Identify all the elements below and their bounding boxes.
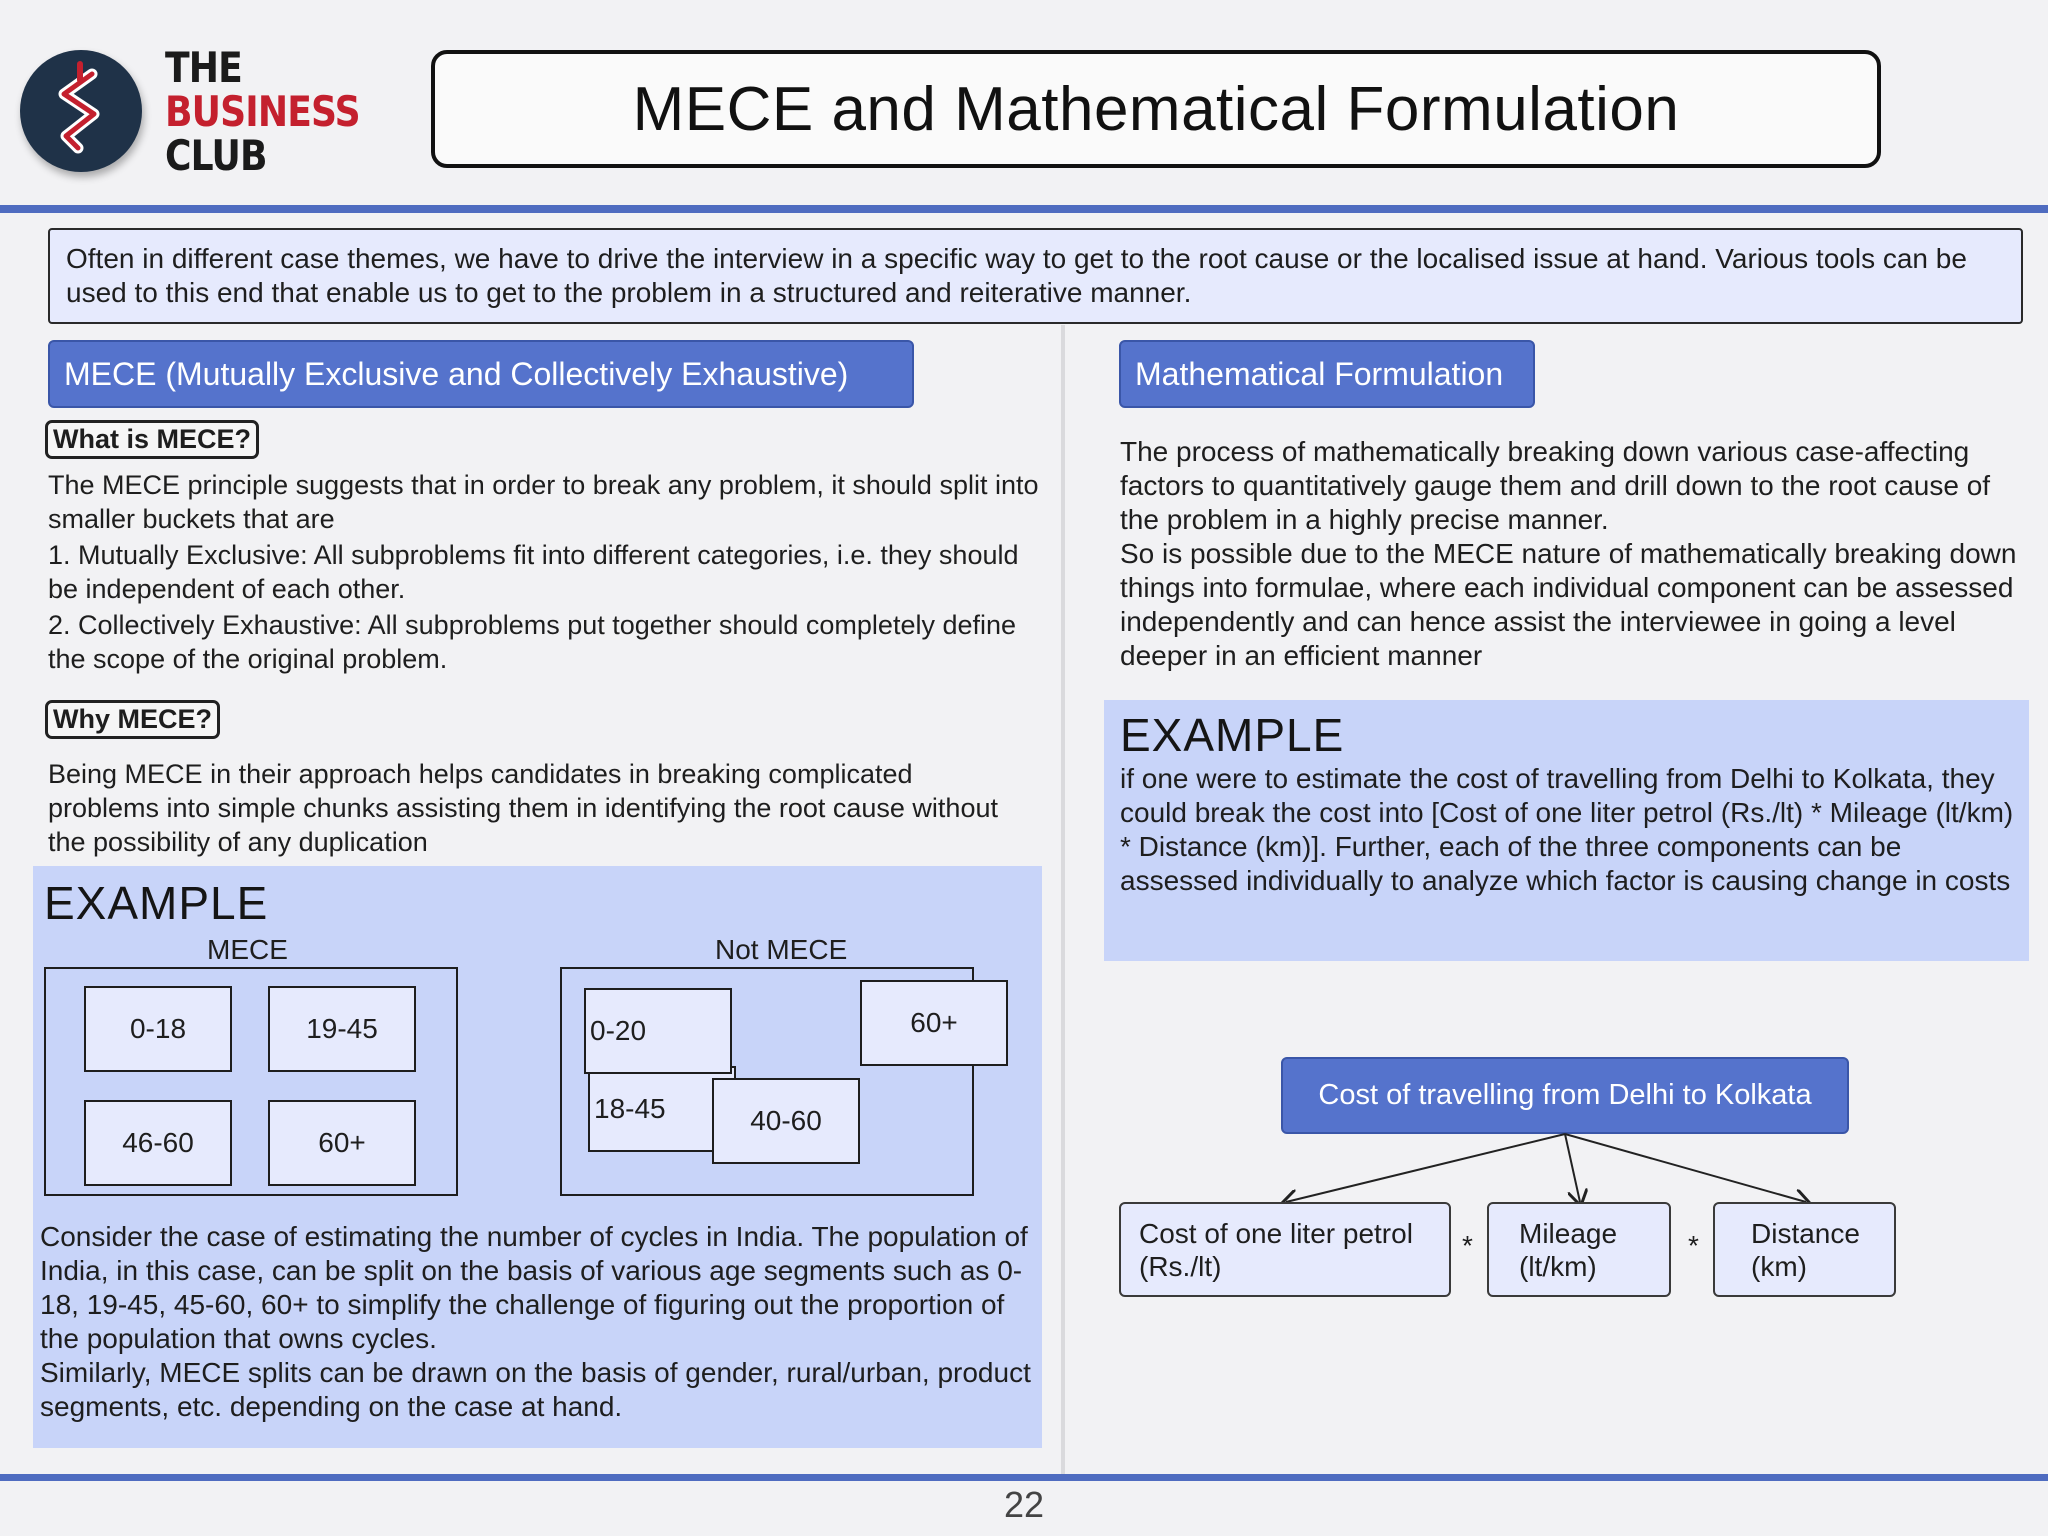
multiply-operator: * bbox=[1462, 1230, 1473, 1261]
tree-node-line: Mileage bbox=[1519, 1217, 1618, 1249]
what-line: 1. Mutually Exclusive: All subproblems fit into different categories, i.e. they should be independent of each other. bbox=[48, 540, 1019, 604]
why-mece-tag: Why MECE? bbox=[45, 700, 220, 739]
mece-caption: MECE bbox=[207, 934, 288, 965]
tree-node-line: (km) bbox=[1751, 1250, 1807, 1282]
example-line: Similarly, MECE splits can be drawn on the basis of gender, rural/urban, product segments, etc. depending on the case at hand. bbox=[40, 1357, 1031, 1422]
intro-box: Often in different case themes, we have to drive the interview in a specific way to get to the root cause or the localised issue at hand. Various tools can be used to this end that enable us to get to the problem in a structured and reiterative manner. bbox=[48, 228, 2023, 324]
why-mece-text: Being MECE in their approach helps candidates in breaking complicated problems into simple chunks assisting them in identifying the root cause without the possibility of any duplication bbox=[48, 759, 998, 857]
tree-node bbox=[1119, 1202, 1451, 1297]
math-line: So is possible due to the MECE nature of mathematically breaking down things into formulae, where each individual component can be assessed independently and can hence assist the interviewee in going a level deeper in an efficient manner bbox=[1120, 538, 2017, 671]
mece-cell: 60+ bbox=[268, 1100, 416, 1186]
not-mece-cell: 0-20 bbox=[584, 988, 732, 1074]
connector-line bbox=[1286, 1134, 1565, 1202]
mece-example-title: EXAMPLE bbox=[44, 877, 269, 929]
tree-root-node: Cost of travelling from Delhi to Kolkata bbox=[1281, 1057, 1849, 1134]
brand-line-3: CLUB bbox=[165, 131, 267, 180]
page-number: 22 bbox=[1003, 1484, 1045, 1525]
math-header: Mathematical Formulation bbox=[1119, 340, 1535, 408]
brand-line-2: BUSINESS bbox=[165, 87, 360, 136]
page-title: MECE and Mathematical Formulation bbox=[632, 74, 1680, 144]
tree-node-line: (Rs./lt) bbox=[1139, 1250, 1222, 1282]
what-line: 2. Collectively Exhaustive: All subproblems put together should completely define the scope of the original problem. bbox=[48, 610, 1017, 674]
mece-cell: 0-18 bbox=[84, 986, 232, 1072]
multiply-operator: * bbox=[1688, 1230, 1699, 1261]
not-mece-cell: 40-60 bbox=[712, 1078, 860, 1164]
what-line: The MECE principle suggests that in order to break any problem, it should split into smaller buckets that are bbox=[48, 470, 1039, 534]
example-line: Consider the case of estimating the number of cycles in India. The population of India, in this case, can be split on the basis of various age segments such as 0-18, 19-45, 45-60, 60+ to simplify the challenge of figuring out the proportion of the population that owns cycles. bbox=[40, 1221, 1028, 1354]
not-mece-cell: 18-45 bbox=[588, 1066, 736, 1152]
math-example-text: if one were to estimate the cost of travelling from Delhi to Kolkata, they could break the cost into [Cost of one liter petrol (Rs./lt) * Mileage (lt/km) * Distance (km)]. Further, each of the three components can be assessed individually to analyze which factor is causing change in costs bbox=[1120, 763, 2014, 896]
tree-node bbox=[1713, 1202, 1896, 1297]
mece-header: MECE (Mutually Exclusive and Collectively Exhaustive) bbox=[48, 340, 914, 408]
brand-line-1: THE bbox=[165, 43, 242, 92]
tree-node-line: Cost of one liter petrol bbox=[1139, 1217, 1413, 1249]
math-example-title: EXAMPLE bbox=[1120, 709, 1345, 761]
connector-line bbox=[1565, 1134, 1580, 1202]
math-line: The process of mathematically breaking down various case-affecting factors to quantitatively gauge them and drill down to the root cause of the problem in a highly precise manner. bbox=[1120, 436, 1991, 535]
bottom-rule bbox=[0, 1474, 2048, 1481]
not-mece-caption: Not MECE bbox=[715, 934, 848, 965]
tree-node-line: (lt/km) bbox=[1519, 1250, 1597, 1282]
not-mece-cell: 60+ bbox=[860, 980, 1008, 1066]
what-is-mece-tag: What is MECE? bbox=[45, 420, 259, 459]
mece-cell: 19-45 bbox=[268, 986, 416, 1072]
mece-cell: 46-60 bbox=[84, 1100, 232, 1186]
tree-node-line: Distance bbox=[1751, 1217, 1860, 1249]
tree-node bbox=[1487, 1202, 1671, 1297]
connector-line bbox=[1565, 1134, 1806, 1202]
